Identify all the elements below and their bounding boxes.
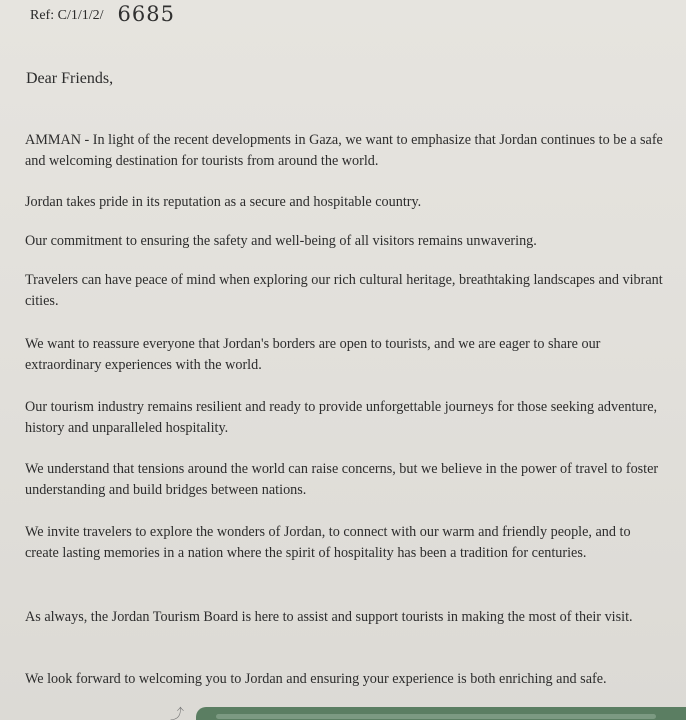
paragraph-9: As always, the Jordan Tourism Board is here to assist and support tourists in making the most of their visit. [25,609,633,625]
reference-label: Ref: C/1/1/2/ [30,8,104,23]
letter-greeting: Dear Friends, [26,70,114,87]
paragraph-6: Our tourism industry remains resilient and ready to provide unforgettable journeys for those seeking adventure, history and unparalleled hospitality. [25,399,658,436]
paragraph-3: Our commitment to ensuring the safety and well-being of all visitors remains unwavering. [25,233,537,249]
reference-number: 6685 [117,2,175,26]
reference-line [30,2,175,26]
paragraph-8: We invite travelers to explore the wonders of Jordan, to connect with our warm and friendly people, and to create lasting memories in a nation where the spirit of hospitality has been a tradition for centuries. [25,524,631,561]
paragraph-4: Travelers can have peace of mind when exploring our rich cultural heritage, breathtaking landscapes and vibrant cities. [25,272,663,309]
paragraph-1: AMMAN - In light of the recent developments in Gaza, we want to emphasize that Jordan continues to be a safe and welcoming destination for tourists from around the world. [25,132,663,169]
banner-highlight [216,714,656,719]
paragraph-2: Jordan takes pride in its reputation as a secure and hospitable country. [25,194,422,210]
paragraph-5: We want to reassure everyone that Jordan's borders are open to tourists, and we are eager to share our extraordinary experiences with the world. [25,336,601,373]
paragraph-10: We look forward to welcoming you to Jordan and ensuring your experience is both enriching and safe. [25,671,607,687]
overlay-banner [196,707,686,720]
reply-arrow-icon: ⤴ [170,707,184,720]
paragraph-7: We understand that tensions around the world can raise concerns, but we believe in the power of travel to foster understanding and build bridges between nations. [25,461,659,498]
